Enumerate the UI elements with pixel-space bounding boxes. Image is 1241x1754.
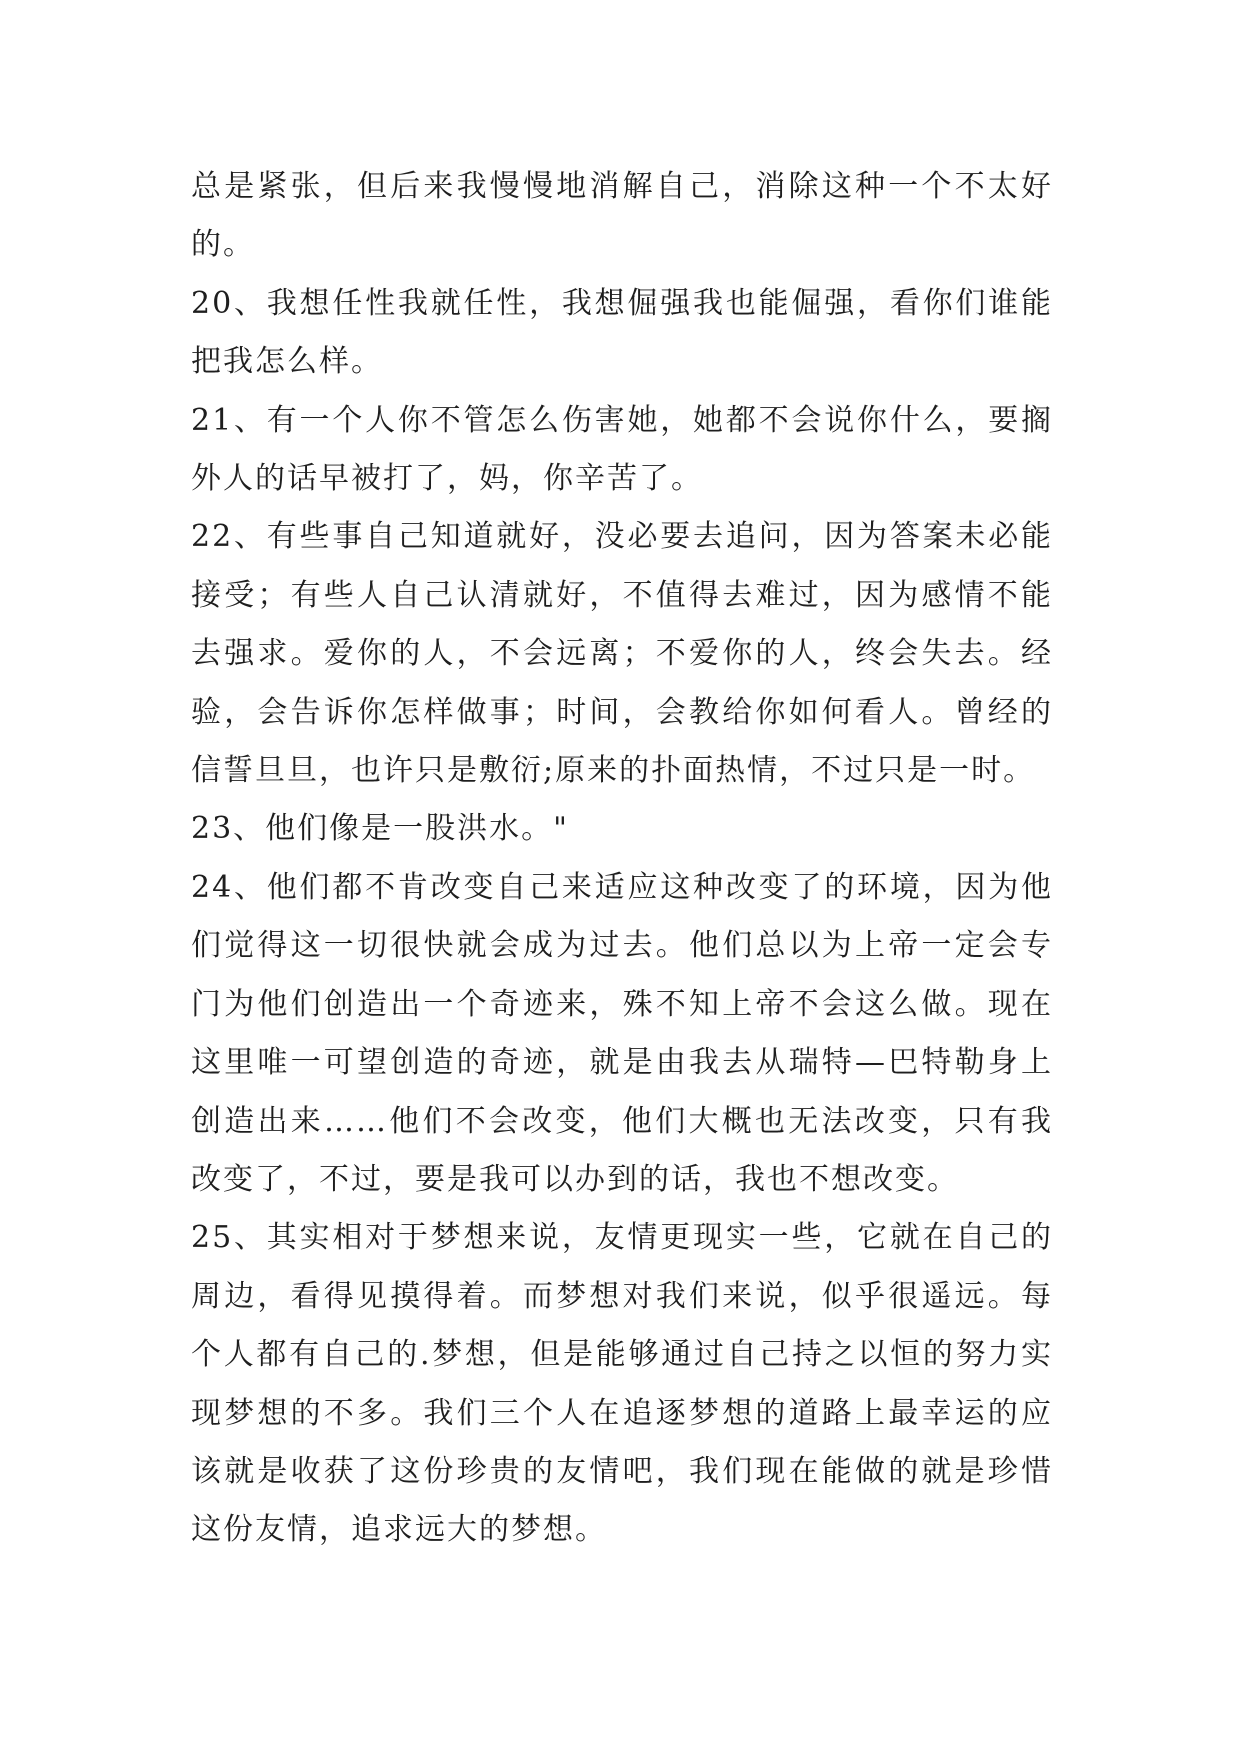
- paragraph-22: 22、有些事自己知道就好，没必要去追问，因为答案未必能接受；有些人自己认清就好，不值得去难过，因为感情不能去强求。爱你的人，不会远离；不爱你的人，终会失去。经验，会告诉你怎样做事；时间，会教给你如何看人。曾经的信誓旦旦，也许只是敷衍;原来的扑面热情，不过只是一时。: [191, 519, 1053, 789]
- paragraph-continuation: 总是紧张，但后来我慢慢地消解自己，消除这种一个不太好的。: [191, 169, 1053, 263]
- paragraph-23: 23、他们像是一股洪水。": [191, 811, 569, 847]
- document-body: [191, 158, 1053, 1560]
- paragraph-21: 21、有一个人你不管怎么伤害她，她都不会说你什么，要搁外人的话早被打了，妈，你辛苦了。: [191, 402, 1053, 497]
- paragraph-25: 25、其实相对于梦想来说，友情更现实一些，它就在自己的周边，看得见摸得着。而梦想对我们来说，似乎很遥远。每个人都有自己的.梦想，但是能够通过自己持之以恒的努力实现梦想的不多。我们三个人在追逐梦想的道路上最幸运的应该就是收获了这份珍贵的友情吧，我们现在能做的就是珍惜这份友情，追求远大的梦想。: [191, 1220, 1053, 1548]
- paragraph-24: 24、他们都不肯改变自己来适应这种改变了的环境，因为他们觉得这一切很快就会成为过去。他们总以为上帝一定会专门为他们创造出一个奇迹来，殊不知上帝不会这么做。现在这里唯一可望创造的奇迹，就是由我去从瑞特—巴特勒身上创造出来……他们不会改变，他们大概也无法改变，只有我改变了，不过，要是我可以办到的话，我也不想改变。: [191, 869, 1053, 1197]
- paragraph-20: 20、我想任性我就任性，我想倔强我也能倔强，看你们谁能把我怎么样。: [191, 285, 1053, 380]
